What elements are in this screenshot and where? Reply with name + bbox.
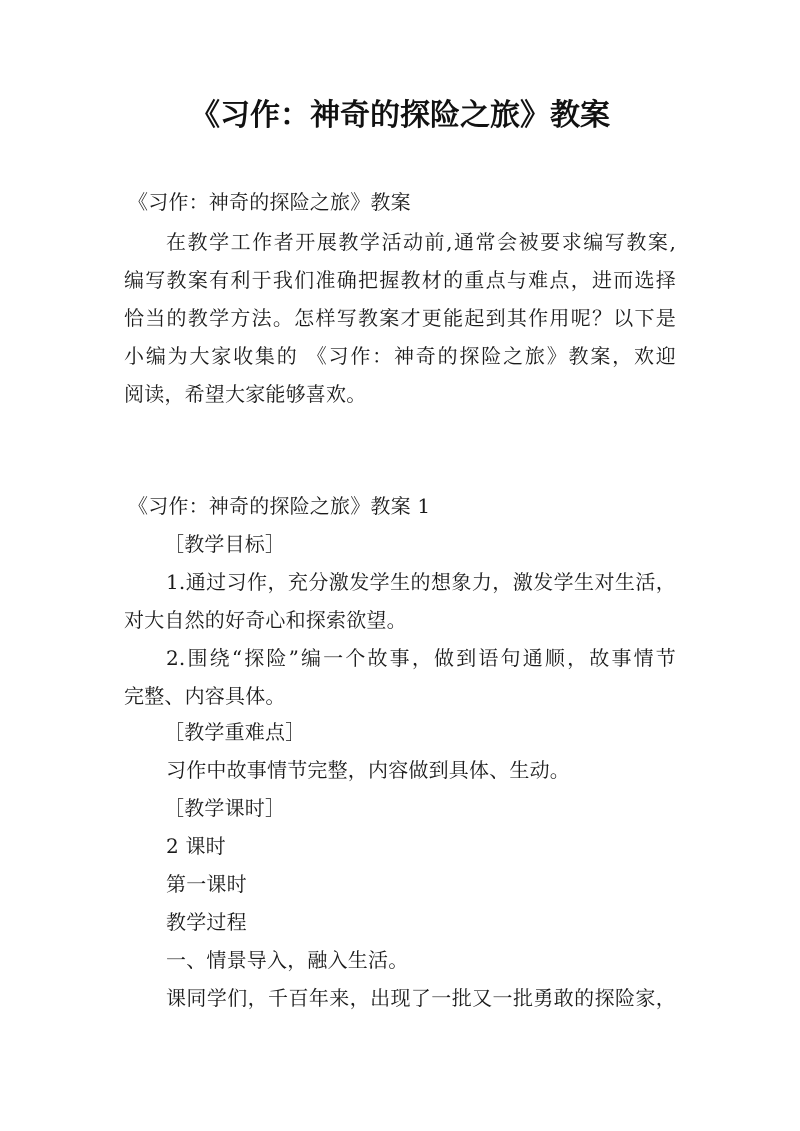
intro-paragraph-line: 小编为大家收集的 《习作：神奇的探险之旅》教案，欢迎 [124, 344, 676, 368]
key-points-text: 习作中故事情节完整，内容做到具体、生动。 [166, 758, 570, 782]
goal-item-line: 2.围绕“探险”编一个故事，做到语句通顺，故事情节 [166, 646, 676, 670]
section-heading: 《习作：神奇的探险之旅》教案 1 [128, 494, 431, 518]
goal-heading: ［教学目标］ [164, 532, 286, 556]
intro-heading: 《习作：神奇的探险之旅》教案 [128, 190, 411, 214]
intro-paragraph-line: 编写教案有利于我们准确把握教材的重点与难点，进而选择 [124, 268, 676, 292]
step-text-line: 课同学们，千百年来，出现了一批又一批勇敢的探险家， [166, 986, 676, 1010]
class-hours-text: 2 课时 [166, 834, 226, 858]
class-hours-heading: ［教学课时］ [164, 796, 286, 820]
key-points-heading: ［教学重难点］ [164, 720, 306, 744]
intro-paragraph-line: 阅读，希望大家能够喜欢。 [124, 382, 367, 406]
goal-item-line: 完整、内容具体。 [124, 684, 286, 708]
intro-paragraph-line: 在教学工作者开展教学活动前,通常会被要求编写教案, [166, 230, 676, 254]
intro-paragraph-line: 恰当的教学方法。怎样写教案才更能起到其作用呢？以下是 [124, 306, 676, 330]
goal-item-line: 对大自然的好奇心和探索欲望。 [124, 608, 407, 632]
lesson-one-label: 第一课时 [166, 872, 247, 896]
document-title: 《习作：神奇的探险之旅》教案 [190, 98, 610, 133]
goal-item-line: 1.通过习作，充分激发学生的想象力，激发学生对生活， [166, 570, 676, 594]
process-label: 教学过程 [166, 910, 247, 934]
step-heading: 一、情景导入，融入生活。 [166, 948, 409, 972]
